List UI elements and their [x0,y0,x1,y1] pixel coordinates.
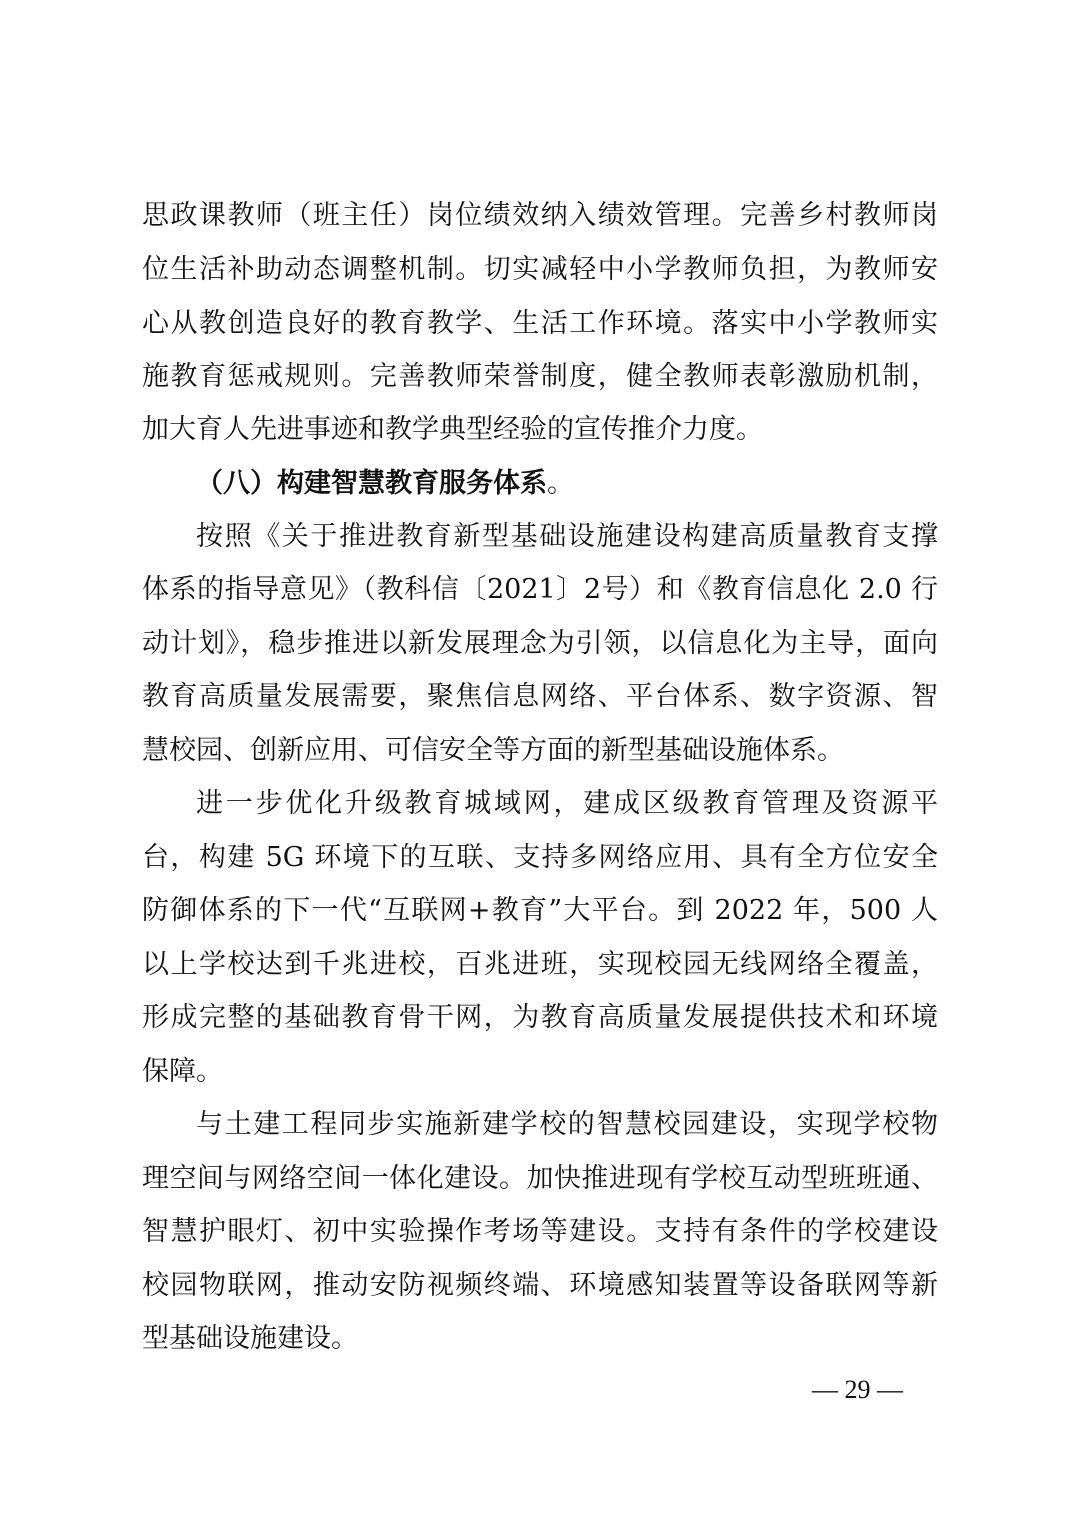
paragraph-line: 心从教创造良好的教育教学、生活工作环境。落实中小学教师实 [142,308,938,339]
paragraph-line: 按照《关于推进教育新型基础设施建设构建高质量教育支撑 [196,521,938,552]
paragraph-line: 保障。 [142,1056,223,1087]
paragraph-line: 位生活补助动态调整机制。切实减轻中小学教师负担，为教师安 [142,254,938,285]
paragraph-line: 理空间与网络空间一体化建设。加快推进现有学校互动型班班通、 [142,1163,938,1194]
paragraph-line: 与土建工程同步实施新建学校的智慧校园建设，实现学校物 [196,1109,938,1140]
section-heading-text: （八）构建智慧教育服务体系 [196,468,547,499]
paragraph-line: 体系的指导意见》（教科信〔2021〕2号）和《教育信息化 2.0 行 [142,574,938,605]
paragraph-line: 防御体系的下一代“互联网+教育”大平台。到 2022 年，500 人 [142,895,938,926]
page-number: — 29 — [812,1375,903,1404]
paragraph-line: 施教育惩戒规则。完善教师荣誉制度，健全教师表彰激励机制， [142,361,938,392]
paragraph-line: 型基础设施建设。 [142,1323,358,1354]
paragraph-line: 台，构建 5G 环境下的互联、支持多网络应用、具有全方位安全 [142,842,938,873]
paragraph-line: 进一步优化升级教育城域网，建成区级教育管理及资源平 [196,788,938,819]
paragraph-line: 动计划》，稳步推进以新发展理念为引领，以信息化为主导，面向 [142,628,938,659]
paragraph-line: 校园物联网，推动安防视频终端、环境感知装置等设备联网等新 [142,1270,938,1301]
paragraph-line: 思政课教师（班主任）岗位绩效纳入绩效管理。完善乡村教师岗 [142,200,938,231]
paragraph-line: 教育高质量发展需要，聚焦信息网络、平台体系、数字资源、智 [142,681,938,712]
paragraph-line: 以上学校达到千兆进校，百兆进班，实现校园无线网络全覆盖， [142,949,938,980]
section-heading-punctuation: 。 [547,468,574,499]
paragraph-line: 慧校园、创新应用、可信安全等方面的新型基础设施体系。 [142,735,844,766]
paragraph-line: 形成完整的基础教育骨干网，为教育高质量发展提供技术和环境 [142,1002,938,1033]
paragraph-line: 智慧护眼灯、初中实验操作考场等建设。支持有条件的学校建设 [142,1216,938,1247]
section-heading [196,464,574,504]
paragraph-line: 加大育人先进事迹和教学典型经验的宣传推介力度。 [142,414,763,445]
